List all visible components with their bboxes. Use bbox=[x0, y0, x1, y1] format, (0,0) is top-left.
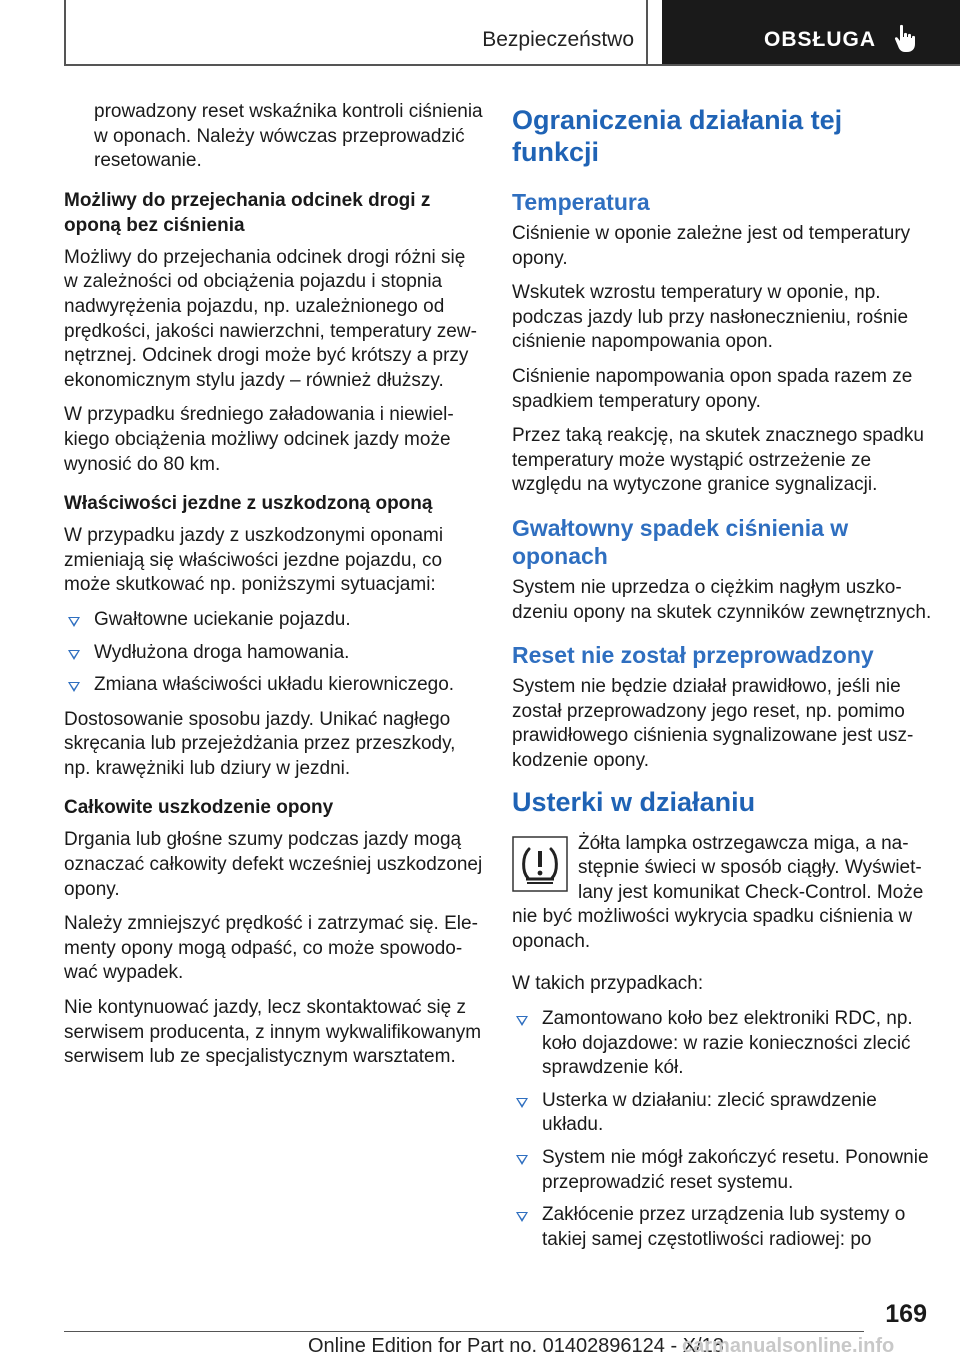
page-number: 169 bbox=[885, 1300, 927, 1328]
paragraph: W takich przypadkach: bbox=[512, 973, 704, 995]
paragraph: Nie kontynuować jazdy, lecz skontaktować się z serwisem producenta, z innym wykwalifikowanym serwisem lub ze specjalistycznym warsztatem. bbox=[64, 997, 482, 1068]
header-rule bbox=[64, 64, 960, 66]
paragraph: W przypadku średniego załadowania i niewielkiego obciążenia możliwy odcinek jazdy może wynosić do 80 km. bbox=[64, 404, 454, 475]
subheading-sudden-drop: Gwałtowny spadek ciśnienia w oponach bbox=[512, 514, 849, 569]
paragraph: Wskutek wzrostu temperatury w oponie, np. podczas jazdy lub przy nasłonecznieniu, rośnie ciśnienie napompowania opon. bbox=[512, 282, 909, 353]
subheading-range: Możliwy do przejechania odcinek drogi z oponą bez ciśnienia bbox=[64, 189, 431, 236]
triangle-bullet-icon bbox=[516, 1155, 528, 1165]
paragraph: Żółta lampka ostrzegawcza miga, a następnie świeci w sposób ciągły. Wyświetlany jest komunikat Check-Control. Może nie być możliwości wykrycia spadku ciśnienia w oponach. bbox=[512, 832, 924, 952]
left-column bbox=[64, 100, 484, 1080]
paragraph: Należy zmniejszyć prędkość i zatrzymać się. Elementy opony mogą odpaść, co może spowodować wypadek. bbox=[64, 913, 478, 984]
triangle-bullet-icon bbox=[516, 1016, 528, 1026]
list-item: Wydłużona droga hamowania. bbox=[64, 641, 484, 666]
subheading-reset: Reset nie został przeprowadzony bbox=[512, 642, 874, 669]
header-section-tab bbox=[64, 0, 648, 64]
watermark: carmanualsonline.info bbox=[682, 1335, 895, 1357]
tire-pressure-warning-icon bbox=[512, 836, 568, 892]
list-item: Gwałtowne uciekanie pojazdu. bbox=[64, 608, 484, 633]
triangle-bullet-icon bbox=[516, 1212, 528, 1222]
subheading-total-damage: Całkowite uszkodzenie opony bbox=[64, 797, 334, 819]
paragraph: Drgania lub głośne szumy podczas jazdy mogą oznaczać całkowity defekt wcześniej uszkodzonej opony. bbox=[64, 829, 483, 900]
paragraph: Ciśnienie napompowania opon spada razem ze spadkiem temperatury opony. bbox=[512, 365, 913, 412]
paragraph: Dostosowanie sposobu jazdy. Unikać nagłego skręcania lub przejeżdżania przez przeszkody, np. krawężniki lub dziury w jezdni. bbox=[64, 708, 456, 779]
paragraph: Możliwy do przejechania odcinek drogi różni się w zależności od obciążenia pojazdu i stopnia nadwyrężenia pojazdu, np. uzależnionego od prędkości, jakości nawierzchni, temperatury zewnętrznej. Odcinek drogi może być krótszy a przy ekonomicznym stylu jazdy – również dłuższy. bbox=[64, 246, 477, 391]
warning-block bbox=[512, 832, 932, 965]
list-item: Zakłócenie przez urządzenia lub systemy o takiej samej częstotliwości radiowej: po bbox=[512, 1203, 932, 1252]
paragraph: W przypadku jazdy z uszkodzonymi oponami zmieniają się właściwości jezdne pojazdu, co może skutkować np. poniższymi sytuacjami: bbox=[64, 525, 444, 596]
list-item: Zmiana właściwości układu kierowniczego. bbox=[64, 673, 484, 698]
driving-effects-list bbox=[64, 608, 484, 698]
paragraph: System nie uprzedza o ciężkim nagłym uszkodzeniu opony na skutek czynników zewnętrznych. bbox=[512, 576, 932, 623]
heading-faults: Usterki w działaniu bbox=[512, 786, 756, 817]
triangle-bullet-icon bbox=[68, 682, 80, 692]
pointing-hand-icon bbox=[894, 24, 918, 54]
chapter-title: OBSŁUGA bbox=[764, 28, 876, 51]
paragraph: Przez taką reakcję, na skutek znacznego spadku temperatury może wystąpić ostrzeżenie ze względu na wytyczone granice sygnalizacji. bbox=[512, 425, 924, 496]
heading-limits: Ograniczenia działania tej funkcji bbox=[512, 105, 843, 167]
fault-cases-list bbox=[512, 1007, 932, 1252]
footer-rule bbox=[64, 1331, 864, 1332]
section-title: Bezpieczeństwo bbox=[482, 28, 634, 51]
triangle-bullet-icon bbox=[516, 1098, 528, 1108]
list-item: Usterka w działaniu: zlecić sprawdzenie układu. bbox=[512, 1089, 932, 1138]
right-column bbox=[512, 100, 932, 1262]
header-operation-tab bbox=[662, 0, 960, 64]
list-item: System nie mógł zakończyć resetu. Ponownie przeprowadzić reset systemu. bbox=[512, 1146, 932, 1195]
paragraph: Ciśnienie w oponie zależne jest od temperatury opony. bbox=[512, 223, 911, 269]
subheading-driving: Właściwości jezdne z uszkodzoną oponą bbox=[64, 493, 433, 515]
paragraph: System nie będzie działał prawidłowo, jeśli nie został przeprowadzony jego reset, np. pomimo prawidłowego ciśnienia sygnalizowane jest uszkodzenie opony. bbox=[512, 676, 914, 771]
list-item: Zamontowano koło bez elektroniki RDC, np. koło dojazdowe: w razie konieczności zlecić sprawdzenie kół. bbox=[512, 1007, 932, 1081]
triangle-bullet-icon bbox=[68, 650, 80, 660]
subheading-temperature: Temperatura bbox=[512, 189, 650, 215]
edition-note: Online Edition for Part no. 01402896124 - X/18 bbox=[308, 1335, 724, 1357]
paragraph: prowadzony reset wskaźnika kontroli ciśnienia w oponach. Należy wówczas przeprowadzić resetowanie. bbox=[94, 101, 483, 172]
triangle-bullet-icon bbox=[68, 617, 80, 627]
